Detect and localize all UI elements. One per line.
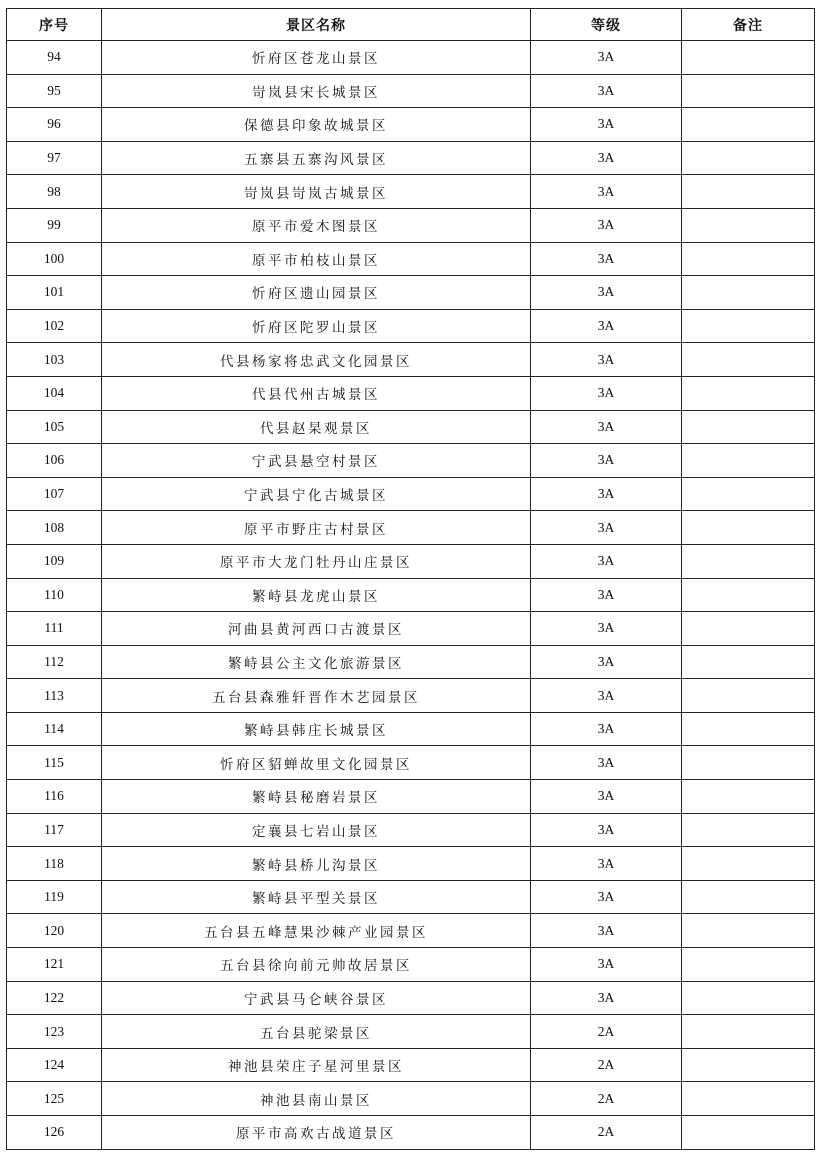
row-name-cell: 繁峙县公主文化旅游景区: [102, 645, 531, 679]
row-index-cell: 121: [7, 948, 102, 982]
row-grade-cell: 3A: [531, 981, 682, 1015]
row-index-cell: 95: [7, 74, 102, 108]
row-grade-cell: 3A: [531, 914, 682, 948]
row-name-cell: 繁峙县平型关景区: [102, 880, 531, 914]
table-row: [7, 544, 815, 578]
header-name: 景区名称: [102, 9, 531, 41]
row-index-cell: 125: [7, 1082, 102, 1116]
row-name-cell: 五台县五峰慧果沙棘产业园景区: [102, 914, 531, 948]
header-grade: 等级: [531, 9, 682, 41]
row-index-cell: 102: [7, 309, 102, 343]
row-index-cell: 101: [7, 276, 102, 310]
row-name-cell: 忻府区遗山园景区: [102, 276, 531, 310]
row-name-cell: 岢岚县宋长城景区: [102, 74, 531, 108]
row-grade-cell: 3A: [531, 343, 682, 377]
table-row: [7, 645, 815, 679]
table-row: [7, 880, 815, 914]
row-index-cell: 109: [7, 544, 102, 578]
row-remark-cell: [682, 679, 815, 713]
table-row: [7, 847, 815, 881]
row-grade-cell: 3A: [531, 410, 682, 444]
row-remark-cell: [682, 847, 815, 881]
row-name-cell: 五寨县五寨沟风景区: [102, 141, 531, 175]
row-name-cell: 神池县荣庄子星河里景区: [102, 1048, 531, 1082]
table-row: [7, 309, 815, 343]
row-name-cell: 河曲县黄河西口古渡景区: [102, 612, 531, 646]
row-index-cell: 120: [7, 914, 102, 948]
table-row: [7, 679, 815, 713]
table-header: [7, 9, 815, 41]
row-name-cell: 五台县徐向前元帅故居景区: [102, 948, 531, 982]
table-row: [7, 948, 815, 982]
row-remark-cell: [682, 1015, 815, 1049]
row-name-cell: 五台县驼梁景区: [102, 1015, 531, 1049]
row-name-cell: 原平市大龙门牡丹山庄景区: [102, 544, 531, 578]
table-row: [7, 981, 815, 1015]
row-remark-cell: [682, 410, 815, 444]
row-index-cell: 97: [7, 141, 102, 175]
table-row: [7, 41, 815, 75]
row-index-cell: 100: [7, 242, 102, 276]
row-remark-cell: [682, 1116, 815, 1150]
row-index-cell: 119: [7, 880, 102, 914]
table-row: [7, 108, 815, 142]
row-remark-cell: [682, 376, 815, 410]
row-grade-cell: 2A: [531, 1082, 682, 1116]
row-name-cell: 保德县印象故城景区: [102, 108, 531, 142]
row-index-cell: 123: [7, 1015, 102, 1049]
table-row: [7, 242, 815, 276]
row-index-cell: 113: [7, 679, 102, 713]
row-grade-cell: 3A: [531, 746, 682, 780]
row-grade-cell: 2A: [531, 1048, 682, 1082]
row-grade-cell: 3A: [531, 813, 682, 847]
row-remark-cell: [682, 108, 815, 142]
row-index-cell: 98: [7, 175, 102, 209]
row-remark-cell: [682, 477, 815, 511]
row-index-cell: 96: [7, 108, 102, 142]
row-index-cell: 108: [7, 511, 102, 545]
row-remark-cell: [682, 444, 815, 478]
row-name-cell: 忻府区貂蝉故里文化园景区: [102, 746, 531, 780]
row-remark-cell: [682, 612, 815, 646]
row-name-cell: 忻府区陀罗山景区: [102, 309, 531, 343]
row-name-cell: 忻府区苍龙山景区: [102, 41, 531, 75]
row-remark-cell: [682, 141, 815, 175]
row-index-cell: 110: [7, 578, 102, 612]
row-remark-cell: [682, 981, 815, 1015]
row-remark-cell: [682, 880, 815, 914]
table-row: [7, 477, 815, 511]
row-grade-cell: 3A: [531, 712, 682, 746]
row-index-cell: 115: [7, 746, 102, 780]
row-index-cell: 94: [7, 41, 102, 75]
row-name-cell: 代县杨家将忠武文化园景区: [102, 343, 531, 377]
row-grade-cell: 3A: [531, 847, 682, 881]
row-name-cell: 神池县南山景区: [102, 1082, 531, 1116]
table-row: [7, 208, 815, 242]
scenic-area-table: [6, 8, 815, 1150]
row-remark-cell: [682, 309, 815, 343]
row-name-cell: 原平市爱木图景区: [102, 208, 531, 242]
row-name-cell: 繁峙县韩庄长城景区: [102, 712, 531, 746]
row-index-cell: 112: [7, 645, 102, 679]
table-row: [7, 813, 815, 847]
table-row: [7, 343, 815, 377]
row-index-cell: 117: [7, 813, 102, 847]
row-grade-cell: 3A: [531, 880, 682, 914]
header-remark: 备注: [682, 9, 815, 41]
row-remark-cell: [682, 544, 815, 578]
table-row: [7, 712, 815, 746]
row-name-cell: 定襄县七岩山景区: [102, 813, 531, 847]
row-name-cell: 繁峙县龙虎山景区: [102, 578, 531, 612]
row-remark-cell: [682, 343, 815, 377]
row-index-cell: 116: [7, 780, 102, 814]
row-name-cell: 五台县森雅轩晋作木艺园景区: [102, 679, 531, 713]
row-grade-cell: 3A: [531, 544, 682, 578]
row-remark-cell: [682, 1048, 815, 1082]
row-remark-cell: [682, 813, 815, 847]
row-remark-cell: [682, 242, 815, 276]
row-grade-cell: 3A: [531, 780, 682, 814]
table-row: [7, 376, 815, 410]
row-name-cell: 代县赵杲观景区: [102, 410, 531, 444]
table-row: [7, 1015, 815, 1049]
row-grade-cell: 3A: [531, 477, 682, 511]
row-grade-cell: 3A: [531, 679, 682, 713]
row-grade-cell: 3A: [531, 208, 682, 242]
row-index-cell: 111: [7, 612, 102, 646]
table-row: [7, 1116, 815, 1150]
table-row: [7, 74, 815, 108]
row-remark-cell: [682, 746, 815, 780]
row-grade-cell: 3A: [531, 645, 682, 679]
row-remark-cell: [682, 712, 815, 746]
row-remark-cell: [682, 1082, 815, 1116]
row-grade-cell: 2A: [531, 1015, 682, 1049]
row-name-cell: 繁峙县秘磨岩景区: [102, 780, 531, 814]
row-name-cell: 原平市柏枝山景区: [102, 242, 531, 276]
row-grade-cell: 3A: [531, 74, 682, 108]
row-remark-cell: [682, 780, 815, 814]
row-grade-cell: 2A: [531, 1116, 682, 1150]
row-index-cell: 114: [7, 712, 102, 746]
row-grade-cell: 3A: [531, 108, 682, 142]
row-remark-cell: [682, 276, 815, 310]
row-index-cell: 105: [7, 410, 102, 444]
row-index-cell: 126: [7, 1116, 102, 1150]
row-grade-cell: 3A: [531, 948, 682, 982]
table-row: [7, 141, 815, 175]
row-grade-cell: 3A: [531, 511, 682, 545]
row-remark-cell: [682, 578, 815, 612]
row-name-cell: 宁武县宁化古城景区: [102, 477, 531, 511]
table-row: [7, 444, 815, 478]
row-remark-cell: [682, 914, 815, 948]
header-row: [7, 9, 815, 41]
row-remark-cell: [682, 645, 815, 679]
row-grade-cell: 3A: [531, 309, 682, 343]
row-grade-cell: 3A: [531, 444, 682, 478]
row-grade-cell: 3A: [531, 612, 682, 646]
row-index-cell: 99: [7, 208, 102, 242]
row-name-cell: 宁武县马仑峡谷景区: [102, 981, 531, 1015]
row-name-cell: 原平市高欢古战道景区: [102, 1116, 531, 1150]
row-grade-cell: 3A: [531, 578, 682, 612]
table-row: [7, 410, 815, 444]
table-row: [7, 511, 815, 545]
table-row: [7, 1048, 815, 1082]
table-row: [7, 612, 815, 646]
row-grade-cell: 3A: [531, 41, 682, 75]
row-index-cell: 103: [7, 343, 102, 377]
row-index-cell: 118: [7, 847, 102, 881]
table-row: [7, 578, 815, 612]
row-remark-cell: [682, 41, 815, 75]
row-name-cell: 繁峙县桥儿沟景区: [102, 847, 531, 881]
table-row: [7, 914, 815, 948]
row-grade-cell: 3A: [531, 141, 682, 175]
row-index-cell: 124: [7, 1048, 102, 1082]
table-row: [7, 175, 815, 209]
table-row: [7, 1082, 815, 1116]
table-row: [7, 780, 815, 814]
row-remark-cell: [682, 175, 815, 209]
row-index-cell: 106: [7, 444, 102, 478]
row-grade-cell: 3A: [531, 376, 682, 410]
table-row: [7, 276, 815, 310]
row-name-cell: 岢岚县岢岚古城景区: [102, 175, 531, 209]
table-row: [7, 746, 815, 780]
row-name-cell: 原平市野庄古村景区: [102, 511, 531, 545]
row-grade-cell: 3A: [531, 242, 682, 276]
row-remark-cell: [682, 948, 815, 982]
row-grade-cell: 3A: [531, 175, 682, 209]
row-index-cell: 104: [7, 376, 102, 410]
row-remark-cell: [682, 208, 815, 242]
row-name-cell: 宁武县悬空村景区: [102, 444, 531, 478]
row-remark-cell: [682, 74, 815, 108]
header-index: 序号: [7, 9, 102, 41]
row-index-cell: 122: [7, 981, 102, 1015]
row-remark-cell: [682, 511, 815, 545]
table-body: [7, 41, 815, 1150]
row-index-cell: 107: [7, 477, 102, 511]
row-grade-cell: 3A: [531, 276, 682, 310]
row-name-cell: 代县代州古城景区: [102, 376, 531, 410]
